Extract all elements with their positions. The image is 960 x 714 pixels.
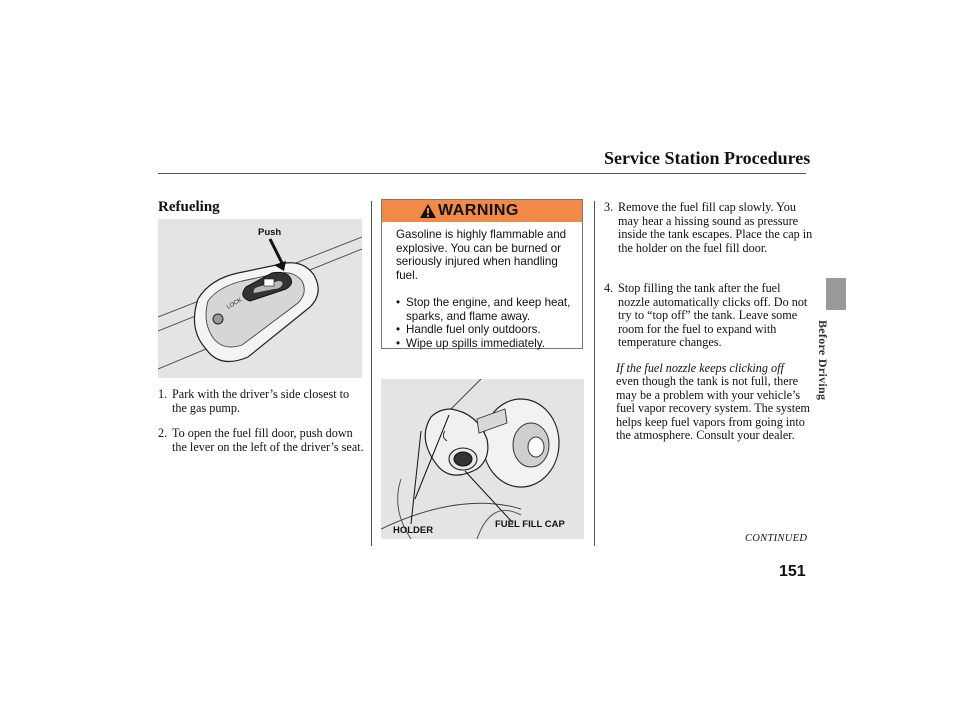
step-number: 2. xyxy=(158,426,168,440)
fuel-fill-cap-illustration xyxy=(381,379,584,539)
fuel-door-lever-figure xyxy=(158,219,362,378)
warning-text: Gasoline is highly flammable and explosive. You can be burned or seriously injured when handling fuel. xyxy=(396,228,567,282)
warning-item: • Handle fuel only outdoors. xyxy=(396,323,582,337)
step-text: Stop filling the tank after the fuel nozzle automatically clicks off. Do not try to “top off” the tank. Leave some room for the fuel to expand with temperature changes. xyxy=(618,281,808,349)
warning-item: • Wipe up spills immediately. xyxy=(396,337,582,351)
page-number: 151 xyxy=(779,563,806,580)
push-label: Push xyxy=(258,227,282,238)
section-heading: Refueling xyxy=(158,199,220,215)
page-title: Service Station Procedures xyxy=(604,148,811,168)
side-tab-marker xyxy=(826,278,846,310)
fuel-fill-cap-label: FUEL FILL CAP xyxy=(495,519,565,530)
warning-item: • Stop the engine, and keep heat, sparks, and flame away. xyxy=(396,296,582,323)
continued-marker: CONTINUED xyxy=(745,533,808,544)
holder-label: HOLDER xyxy=(393,525,434,536)
note-heading: If the fuel nozzle keeps clicking off xyxy=(616,361,784,375)
fuel-fill-cap-figure xyxy=(381,379,584,539)
note-body: even though the tank is not full, there may be a problem with your vehicle’s fuel vapor recovery system. The system helps keep fuel vapors from going into the atmosphere. Consult your dealer. xyxy=(616,374,811,442)
step-text: Park with the driver’s side closest to the gas pump. xyxy=(172,387,350,415)
column-divider-left xyxy=(371,201,372,546)
header-divider xyxy=(158,173,806,174)
fuel-door-lever-illustration xyxy=(158,219,362,378)
warning-box xyxy=(381,199,583,349)
step-text: To open the fuel fill door, push down the lever on the left of the driver’s seat. xyxy=(172,426,364,454)
side-tab-label: Before Driving xyxy=(816,320,830,401)
column-divider-right xyxy=(594,201,595,546)
step-number: 1. xyxy=(158,387,168,401)
warning-title: WARNING xyxy=(438,202,519,219)
step-number: 3. xyxy=(604,200,614,214)
svg-text:LOCK: LOCK xyxy=(226,297,244,311)
warning-list xyxy=(396,296,582,350)
step-number: 4. xyxy=(604,281,614,295)
warning-triangle-icon xyxy=(420,204,436,218)
step-text: Remove the fuel fill cap slowly. You may hear a hissing sound as pressure inside the tank escapes. Place the cap in the holder on the fuel fill door. xyxy=(618,200,813,255)
warning-header xyxy=(382,200,582,222)
